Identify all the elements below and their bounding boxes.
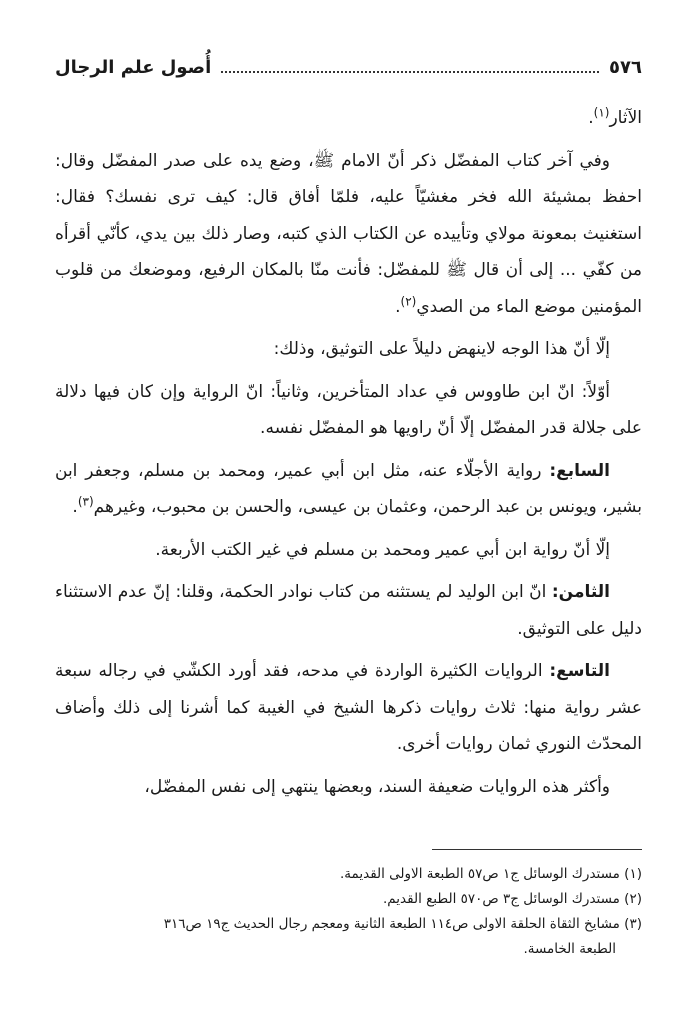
paragraph-1: الآثار$^{(١)}$. <box>588 105 642 128</box>
footnote-1: (١) مستدرك الوسائل ج١ ص٥٧ الطبعة الاولى القديمة. <box>340 866 642 882</box>
section-heading-eighth: الثامن: <box>551 582 610 602</box>
footnotes <box>55 862 642 962</box>
footnote-2: (٢) مستدرك الوسائل ج٣ ص٥٧٠ الطبع القديم. <box>383 891 642 907</box>
section-heading-ninth: التاسع: <box>549 661 610 681</box>
footnote-ref-3: (٣) <box>77 494 94 509</box>
paragraph-7: الثامن: انّ ابن الوليد لم يستثنه من كتاب نوادر الحكمة، وقلنا: إنّ عدم الاستثناء دليل على التوثيق. <box>55 582 642 639</box>
paragraph-2: وفي آخر كتاب المفضّل ذكر أنّ الامام ﷺ، وضع يده على صدر المفضّل وقال: احفظ بمشيئة الله فخر مغشيّاً عليه، فلمّا أفاق قال: كيف ترى نفسك؟ فقال: استغنيث بمعونة مولاي وتأييده عن الكتاب الذي كتبه، وصار ذلك بين يدي، كأنّي أقرأه من كفّي ... إلى أن قال ﷺ للمفضّل: فأنت منّا بالمكان الرفيع، وموضعك من قلوب المؤمنين موضع الماء من الصدي$^{(٢)}$. <box>55 150 642 317</box>
main-text <box>55 100 642 811</box>
paragraph-3: إلّا أنّ هذا الوجه لاينهض دليلاً على التوثيق، وذلك: <box>273 339 610 359</box>
footnote-ref-2: (٢) <box>400 293 417 308</box>
footnote-3-continuation: الطبعة الخامسة. <box>523 941 616 957</box>
header-dotted-leader <box>221 61 599 73</box>
footnote-ref-1: (١) <box>593 105 610 120</box>
paragraph-9: وأكثر هذه الروايات ضعيفة السند، وبعضها ينتهي إلى نفس المفضّل، <box>144 776 610 797</box>
running-header <box>55 52 642 82</box>
footnote-3: (٣) مشايخ الثقاة الحلقة الاولى ص١١٤ الطبعة الثانية ومعجم رجال الحديث ج١٩ ص٣١٦ <box>163 916 642 932</box>
paragraph-6: إلّا أنّ رواية ابن أبي عمير ومحمد بن مسلم في غير الكتب الأربعة. <box>155 539 610 560</box>
paragraph-8: التاسع: الروايات الكثيرة الواردة في مدحه، فقد أورد الكشّي في رجاله سبعة عشر رواية منها: ثلاث روايات ذكرها الشيخ في الغيبة كما أشرنا إلى ذلك وأضاف المحدّث النوري ثمان روايات أخرى. <box>55 661 642 754</box>
paragraph-5: السابع: رواية الأجلّاء عنه، مثل ابن أبي عمير، ومحمد بن مسلم، وجعفر ابن بشير، ويونس بن عبد الرحمن، وعثمان بن عيسى، والحسن بن محبوب، وغيرهم$^{(٣)}$. <box>55 460 642 517</box>
page-number: ٥٧٦ <box>609 56 642 78</box>
paragraph-4: أوّلاً: انّ ابن طاووس في عداد المتأخرين، وثانياً: انّ الرواية وإن كان فيها دلالة على جلالة قدر المفضّل إلّا أنّ راويها هو المفضّل نفسه. <box>55 381 642 438</box>
section-heading-seventh: السابع: <box>549 460 610 481</box>
footnote-divider <box>432 849 642 850</box>
book-title: أُصول علم الرجال <box>55 56 212 78</box>
